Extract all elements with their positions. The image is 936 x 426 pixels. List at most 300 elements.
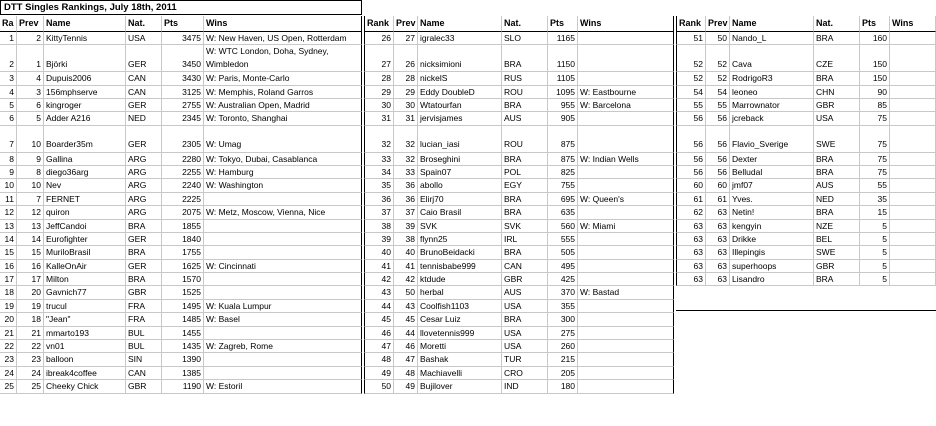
cell-pts[interactable]: 15 (860, 206, 890, 219)
cell-nat[interactable]: CHN (814, 86, 860, 99)
cell-nat[interactable]: RUS (502, 72, 548, 85)
cell-rank[interactable]: 63 (676, 273, 706, 286)
cell-wins[interactable]: W: Miami (578, 220, 674, 233)
cell-nat[interactable]: NZE (814, 220, 860, 233)
cell-nat[interactable]: USA (814, 112, 860, 125)
cell-name[interactable]: superhoops (730, 260, 814, 273)
cell-name[interactable]: Gavnich77 (44, 286, 126, 299)
cell-rank[interactable]: 22 (0, 340, 17, 353)
cell-rank[interactable]: 63 (676, 233, 706, 246)
cell-nat[interactable]: USA (502, 327, 548, 340)
cell-name[interactable]: jcreback (730, 112, 814, 125)
cell-rank[interactable]: 21 (0, 327, 17, 340)
cell-pts[interactable]: 75 (860, 153, 890, 166)
cell-rank[interactable]: 55 (676, 99, 706, 112)
cell-wins[interactable]: W: Kuala Lumpur (204, 300, 362, 313)
cell-nat[interactable]: BRA (126, 273, 162, 286)
cell-nat[interactable]: BRA (502, 153, 548, 166)
cell-pts[interactable]: 560 (548, 220, 578, 233)
cell-wins[interactable] (578, 353, 674, 366)
cell-prev[interactable]: 36 (394, 179, 418, 192)
cell-pts[interactable]: 755 (548, 179, 578, 192)
cell-name[interactable]: nickelS (418, 72, 502, 85)
cell-pts[interactable]: 1095 (548, 86, 578, 99)
cell-pts[interactable]: 905 (548, 112, 578, 125)
cell-rank[interactable]: 63 (676, 220, 706, 233)
cell-wins[interactable] (204, 286, 362, 299)
cell-prev[interactable]: 33 (394, 166, 418, 179)
cell-name[interactable]: balloon (44, 353, 126, 366)
cell-name[interactable]: Dupuis2006 (44, 72, 126, 85)
cell-prev[interactable]: 49 (394, 380, 418, 393)
cell-wins[interactable] (890, 179, 936, 192)
header-wins[interactable]: Wins (204, 16, 362, 32)
cell-nat[interactable]: BRA (814, 72, 860, 85)
cell-wins[interactable] (890, 86, 936, 99)
cell-pts[interactable]: 205 (548, 367, 578, 380)
header-name[interactable]: Name (44, 16, 126, 32)
cell-rank[interactable]: 27 (364, 45, 394, 72)
cell-wins[interactable] (204, 327, 362, 340)
header-wins[interactable]: Wins (578, 16, 674, 32)
cell-rank[interactable]: 26 (364, 32, 394, 45)
cell-prev[interactable]: 10 (17, 126, 44, 153)
header-wins[interactable]: Wins (890, 16, 936, 32)
cell-pts[interactable]: 3125 (162, 86, 204, 99)
cell-name[interactable]: Machiavelli (418, 367, 502, 380)
cell-nat[interactable]: ARG (126, 179, 162, 192)
cell-prev[interactable]: 21 (17, 327, 44, 340)
cell-nat[interactable]: CAN (126, 367, 162, 380)
cell-rank[interactable]: 63 (676, 246, 706, 259)
cell-rank[interactable]: 48 (364, 353, 394, 366)
cell-pts[interactable]: 150 (860, 72, 890, 85)
cell-rank[interactable]: 7 (0, 126, 17, 153)
cell-wins[interactable] (578, 112, 674, 125)
cell-rank[interactable]: 36 (364, 193, 394, 206)
cell-pts[interactable]: 35 (860, 193, 890, 206)
cell-pts[interactable]: 2345 (162, 112, 204, 125)
cell-prev[interactable]: 25 (17, 380, 44, 393)
cell-nat[interactable]: CRO (502, 367, 548, 380)
cell-rank[interactable]: 6 (0, 112, 17, 125)
cell-prev[interactable]: 42 (394, 273, 418, 286)
cell-wins[interactable] (578, 246, 674, 259)
cell-name[interactable]: Gallina (44, 153, 126, 166)
cell-pts[interactable]: 5 (860, 220, 890, 233)
cell-prev[interactable]: 4 (17, 72, 44, 85)
cell-nat[interactable]: TUR (502, 353, 548, 366)
cell-rank[interactable]: 56 (676, 166, 706, 179)
cell-prev[interactable]: 9 (17, 153, 44, 166)
header-prev[interactable]: Prev (17, 16, 44, 32)
cell-nat[interactable]: ROU (502, 126, 548, 153)
cell-pts[interactable]: 85 (860, 99, 890, 112)
cell-nat[interactable]: ARG (126, 193, 162, 206)
cell-prev[interactable]: 45 (394, 313, 418, 326)
cell-prev[interactable]: 63 (706, 220, 730, 233)
cell-prev[interactable]: 44 (394, 327, 418, 340)
cell-prev[interactable]: 52 (706, 45, 730, 72)
cell-name[interactable]: Yves. (730, 193, 814, 206)
header-nat[interactable]: Nat. (502, 16, 548, 32)
cell-pts[interactable]: 180 (548, 380, 578, 393)
cell-pts[interactable]: 1570 (162, 273, 204, 286)
cell-name[interactable]: leoneo (730, 86, 814, 99)
cell-rank[interactable]: 46 (364, 327, 394, 340)
cell-pts[interactable]: 1495 (162, 300, 204, 313)
cell-nat[interactable]: GBR (126, 380, 162, 393)
cell-pts[interactable]: 275 (548, 327, 578, 340)
cell-name[interactable]: Illepingis (730, 246, 814, 259)
cell-prev[interactable]: 55 (706, 99, 730, 112)
cell-rank[interactable]: 11 (0, 193, 17, 206)
cell-wins[interactable] (890, 220, 936, 233)
cell-nat[interactable]: IRL (502, 233, 548, 246)
cell-wins[interactable]: W: Metz, Moscow, Vienna, Nice (204, 206, 362, 219)
cell-rank[interactable]: 44 (364, 300, 394, 313)
cell-wins[interactable] (890, 99, 936, 112)
cell-nat[interactable]: GER (126, 260, 162, 273)
cell-prev[interactable]: 36 (394, 193, 418, 206)
cell-rank[interactable]: 32 (364, 126, 394, 153)
cell-wins[interactable] (578, 45, 674, 72)
cell-rank[interactable]: 56 (676, 126, 706, 153)
cell-wins[interactable]: W: Australian Open, Madrid (204, 99, 362, 112)
header-nat[interactable]: Nat. (814, 16, 860, 32)
cell-nat[interactable]: BRA (502, 246, 548, 259)
cell-prev[interactable]: 29 (394, 86, 418, 99)
header-name[interactable]: Name (730, 16, 814, 32)
header-pts[interactable]: Pts (162, 16, 204, 32)
cell-wins[interactable] (890, 126, 936, 153)
cell-nat[interactable]: GER (126, 99, 162, 112)
cell-wins[interactable] (890, 273, 936, 286)
cell-wins[interactable] (204, 246, 362, 259)
cell-wins[interactable]: W: Washington (204, 179, 362, 192)
cell-wins[interactable] (578, 327, 674, 340)
cell-name[interactable]: Björki (44, 45, 126, 72)
cell-pts[interactable]: 260 (548, 340, 578, 353)
cell-rank[interactable]: 35 (364, 179, 394, 192)
cell-wins[interactable]: W: Hamburg (204, 166, 362, 179)
cell-prev[interactable]: 60 (706, 179, 730, 192)
cell-wins[interactable]: W: Memphis, Roland Garros (204, 86, 362, 99)
cell-rank[interactable]: 41 (364, 260, 394, 273)
cell-wins[interactable] (204, 233, 362, 246)
cell-wins[interactable]: W: Toronto, Shanghai (204, 112, 362, 125)
cell-prev[interactable]: 18 (17, 313, 44, 326)
cell-name[interactable]: Drikke (730, 233, 814, 246)
cell-prev[interactable]: 27 (394, 32, 418, 45)
cell-wins[interactable]: W: Basel (204, 313, 362, 326)
cell-nat[interactable]: BRA (502, 45, 548, 72)
cell-wins[interactable]: W: Paris, Monte-Carlo (204, 72, 362, 85)
cell-name[interactable]: Netin! (730, 206, 814, 219)
cell-name[interactable]: ktdude (418, 273, 502, 286)
cell-pts[interactable]: 2225 (162, 193, 204, 206)
cell-prev[interactable]: 39 (394, 220, 418, 233)
cell-rank[interactable]: 56 (676, 112, 706, 125)
cell-wins[interactable] (578, 32, 674, 45)
cell-wins[interactable] (578, 233, 674, 246)
cell-wins[interactable]: W: Eastbourne (578, 86, 674, 99)
cell-nat[interactable]: AUS (814, 179, 860, 192)
cell-prev[interactable]: 22 (17, 340, 44, 353)
cell-rank[interactable]: 12 (0, 206, 17, 219)
cell-pts[interactable]: 3450 (162, 45, 204, 72)
cell-name[interactable]: lucian_iasi (418, 126, 502, 153)
cell-rank[interactable]: 2 (0, 45, 17, 72)
cell-wins[interactable] (890, 72, 936, 85)
cell-rank[interactable]: 23 (0, 353, 17, 366)
cell-rank[interactable]: 14 (0, 233, 17, 246)
cell-nat[interactable]: GBR (814, 260, 860, 273)
cell-nat[interactable]: AUS (502, 112, 548, 125)
cell-wins[interactable]: W: New Haven, US Open, Rotterdam (204, 32, 362, 45)
cell-nat[interactable]: CZE (814, 45, 860, 72)
cell-pts[interactable]: 1455 (162, 327, 204, 340)
cell-pts[interactable]: 160 (860, 32, 890, 45)
cell-rank[interactable]: 13 (0, 220, 17, 233)
cell-prev[interactable]: 7 (17, 193, 44, 206)
cell-nat[interactable]: ARG (126, 206, 162, 219)
cell-name[interactable]: RodrigoR3 (730, 72, 814, 85)
cell-prev[interactable]: 1 (17, 45, 44, 72)
cell-name[interactable]: Boarder35m (44, 126, 126, 153)
cell-nat[interactable]: BRA (814, 273, 860, 286)
cell-rank[interactable]: 52 (676, 45, 706, 72)
cell-pts[interactable]: 300 (548, 313, 578, 326)
cell-prev[interactable]: 63 (706, 260, 730, 273)
cell-name[interactable]: kengyin (730, 220, 814, 233)
cell-prev[interactable]: 23 (17, 353, 44, 366)
cell-rank[interactable]: 63 (676, 260, 706, 273)
cell-rank[interactable]: 3 (0, 72, 17, 85)
cell-prev[interactable]: 10 (17, 179, 44, 192)
cell-name[interactable]: SVK (418, 220, 502, 233)
header-pts[interactable]: Pts (860, 16, 890, 32)
cell-nat[interactable]: USA (502, 340, 548, 353)
cell-nat[interactable]: GER (126, 126, 162, 153)
cell-prev[interactable]: 24 (17, 367, 44, 380)
cell-name[interactable]: ibreak4coffee (44, 367, 126, 380)
cell-nat[interactable]: SWE (814, 126, 860, 153)
cell-prev[interactable]: 56 (706, 166, 730, 179)
cell-name[interactable]: Eurofighter (44, 233, 126, 246)
cell-name[interactable]: Marrownator (730, 99, 814, 112)
cell-wins[interactable] (578, 273, 674, 286)
cell-nat[interactable]: NED (814, 193, 860, 206)
cell-prev[interactable]: 6 (17, 99, 44, 112)
cell-name[interactable]: quiron (44, 206, 126, 219)
cell-pts[interactable]: 3475 (162, 32, 204, 45)
cell-rank[interactable]: 38 (364, 220, 394, 233)
cell-rank[interactable]: 16 (0, 260, 17, 273)
cell-name[interactable]: Lisandro (730, 273, 814, 286)
cell-wins[interactable] (578, 380, 674, 393)
cell-name[interactable]: trucul (44, 300, 126, 313)
cell-prev[interactable]: 19 (17, 300, 44, 313)
cell-name[interactable]: FERNET (44, 193, 126, 206)
cell-nat[interactable]: BRA (814, 166, 860, 179)
cell-prev[interactable]: 56 (706, 112, 730, 125)
cell-name[interactable]: flynn25 (418, 233, 502, 246)
cell-prev[interactable]: 47 (394, 353, 418, 366)
cell-name[interactable]: igralec33 (418, 32, 502, 45)
cell-wins[interactable] (890, 153, 936, 166)
header-prev[interactable]: Prev (706, 16, 730, 32)
cell-wins[interactable]: W: Zagreb, Rome (204, 340, 362, 353)
cell-prev[interactable]: 17 (17, 273, 44, 286)
cell-pts[interactable]: 1150 (548, 45, 578, 72)
cell-wins[interactable] (890, 260, 936, 273)
cell-pts[interactable]: 1840 (162, 233, 204, 246)
cell-wins[interactable] (578, 206, 674, 219)
cell-wins[interactable] (890, 206, 936, 219)
cell-pts[interactable]: 425 (548, 273, 578, 286)
cell-pts[interactable]: 75 (860, 166, 890, 179)
cell-rank[interactable]: 47 (364, 340, 394, 353)
cell-pts[interactable]: 1190 (162, 380, 204, 393)
cell-prev[interactable]: 20 (17, 286, 44, 299)
header-rank[interactable]: Rank (676, 16, 706, 32)
cell-nat[interactable]: SWE (814, 246, 860, 259)
cell-nat[interactable]: FRA (126, 300, 162, 313)
header-nat[interactable]: Nat. (126, 16, 162, 32)
cell-nat[interactable]: USA (126, 32, 162, 45)
cell-prev[interactable]: 12 (17, 206, 44, 219)
cell-rank[interactable]: 18 (0, 286, 17, 299)
cell-nat[interactable]: SIN (126, 353, 162, 366)
cell-prev[interactable]: 28 (394, 72, 418, 85)
cell-rank[interactable]: 8 (0, 153, 17, 166)
cell-pts[interactable]: 5 (860, 246, 890, 259)
cell-pts[interactable]: 2075 (162, 206, 204, 219)
cell-prev[interactable]: 50 (394, 286, 418, 299)
cell-name[interactable]: Wtatourfan (418, 99, 502, 112)
cell-nat[interactable]: BRA (502, 313, 548, 326)
cell-nat[interactable]: ARG (126, 153, 162, 166)
cell-rank[interactable]: 45 (364, 313, 394, 326)
cell-pts[interactable]: 1755 (162, 246, 204, 259)
header-pts[interactable]: Pts (548, 16, 578, 32)
cell-pts[interactable]: 695 (548, 193, 578, 206)
cell-pts[interactable]: 75 (860, 126, 890, 153)
cell-wins[interactable] (890, 233, 936, 246)
cell-rank[interactable]: 43 (364, 286, 394, 299)
cell-nat[interactable]: BRA (814, 32, 860, 45)
cell-pts[interactable]: 75 (860, 112, 890, 125)
cell-name[interactable]: Spain07 (418, 166, 502, 179)
cell-nat[interactable]: BUL (126, 340, 162, 353)
cell-wins[interactable] (890, 166, 936, 179)
cell-prev[interactable]: 16 (17, 260, 44, 273)
sheet-title[interactable]: DTT Singles Rankings, July 18th, 2011 (0, 0, 362, 15)
cell-wins[interactable] (204, 353, 362, 366)
cell-prev[interactable]: 48 (394, 367, 418, 380)
cell-rank[interactable]: 37 (364, 206, 394, 219)
cell-wins[interactable]: W: Indian Wells (578, 153, 674, 166)
cell-nat[interactable]: NED (126, 112, 162, 125)
cell-pts[interactable]: 150 (860, 45, 890, 72)
cell-rank[interactable]: 25 (0, 380, 17, 393)
cell-pts[interactable]: 495 (548, 260, 578, 273)
cell-prev[interactable]: 63 (706, 273, 730, 286)
cell-pts[interactable]: 555 (548, 233, 578, 246)
cell-wins[interactable]: W: Estoril (204, 380, 362, 393)
cell-rank[interactable]: 15 (0, 246, 17, 259)
cell-prev[interactable]: 61 (706, 193, 730, 206)
cell-rank[interactable]: 60 (676, 179, 706, 192)
cell-name[interactable]: Elirj70 (418, 193, 502, 206)
cell-pts[interactable]: 1165 (548, 32, 578, 45)
cell-rank[interactable]: 20 (0, 313, 17, 326)
cell-name[interactable]: nicksimioni (418, 45, 502, 72)
cell-rank[interactable]: 24 (0, 367, 17, 380)
cell-pts[interactable]: 90 (860, 86, 890, 99)
cell-rank[interactable]: 9 (0, 166, 17, 179)
cell-rank[interactable]: 56 (676, 153, 706, 166)
cell-nat[interactable]: IND (502, 380, 548, 393)
cell-pts[interactable]: 2280 (162, 153, 204, 166)
cell-wins[interactable]: W: Umag (204, 126, 362, 153)
cell-nat[interactable]: BRA (126, 220, 162, 233)
cell-name[interactable]: Caio Brasil (418, 206, 502, 219)
cell-name[interactable]: MuriloBrasil (44, 246, 126, 259)
cell-prev[interactable]: 30 (394, 99, 418, 112)
cell-rank[interactable]: 54 (676, 86, 706, 99)
header-prev[interactable]: Prev (394, 16, 418, 32)
cell-name[interactable]: Broseghini (418, 153, 502, 166)
cell-wins[interactable] (890, 112, 936, 125)
cell-pts[interactable]: 5 (860, 273, 890, 286)
cell-pts[interactable]: 5 (860, 233, 890, 246)
cell-pts[interactable]: 1625 (162, 260, 204, 273)
cell-nat[interactable]: GER (126, 233, 162, 246)
cell-nat[interactable]: BEL (814, 233, 860, 246)
cell-wins[interactable] (204, 273, 362, 286)
cell-pts[interactable]: 1105 (548, 72, 578, 85)
cell-wins[interactable] (578, 367, 674, 380)
cell-prev[interactable]: 52 (706, 72, 730, 85)
cell-prev[interactable]: 37 (394, 206, 418, 219)
cell-nat[interactable]: GER (126, 45, 162, 72)
cell-name[interactable]: tennisbabe999 (418, 260, 502, 273)
cell-nat[interactable]: POL (502, 166, 548, 179)
cell-pts[interactable]: 55 (860, 179, 890, 192)
cell-prev[interactable]: 56 (706, 153, 730, 166)
cell-wins[interactable]: W: Queen's (578, 193, 674, 206)
cell-rank[interactable]: 40 (364, 246, 394, 259)
cell-pts[interactable]: 1485 (162, 313, 204, 326)
cell-rank[interactable]: 19 (0, 300, 17, 313)
cell-rank[interactable]: 30 (364, 99, 394, 112)
cell-prev[interactable]: 63 (706, 233, 730, 246)
cell-pts[interactable]: 5 (860, 260, 890, 273)
cell-rank[interactable]: 34 (364, 166, 394, 179)
cell-prev[interactable]: 14 (17, 233, 44, 246)
cell-prev[interactable]: 46 (394, 340, 418, 353)
cell-pts[interactable]: 875 (548, 126, 578, 153)
cell-nat[interactable]: EGY (502, 179, 548, 192)
cell-pts[interactable]: 1385 (162, 367, 204, 380)
cell-rank[interactable]: 5 (0, 99, 17, 112)
cell-nat[interactable]: CAN (126, 86, 162, 99)
cell-pts[interactable]: 215 (548, 353, 578, 366)
header-name[interactable]: Name (418, 16, 502, 32)
cell-wins[interactable] (204, 220, 362, 233)
